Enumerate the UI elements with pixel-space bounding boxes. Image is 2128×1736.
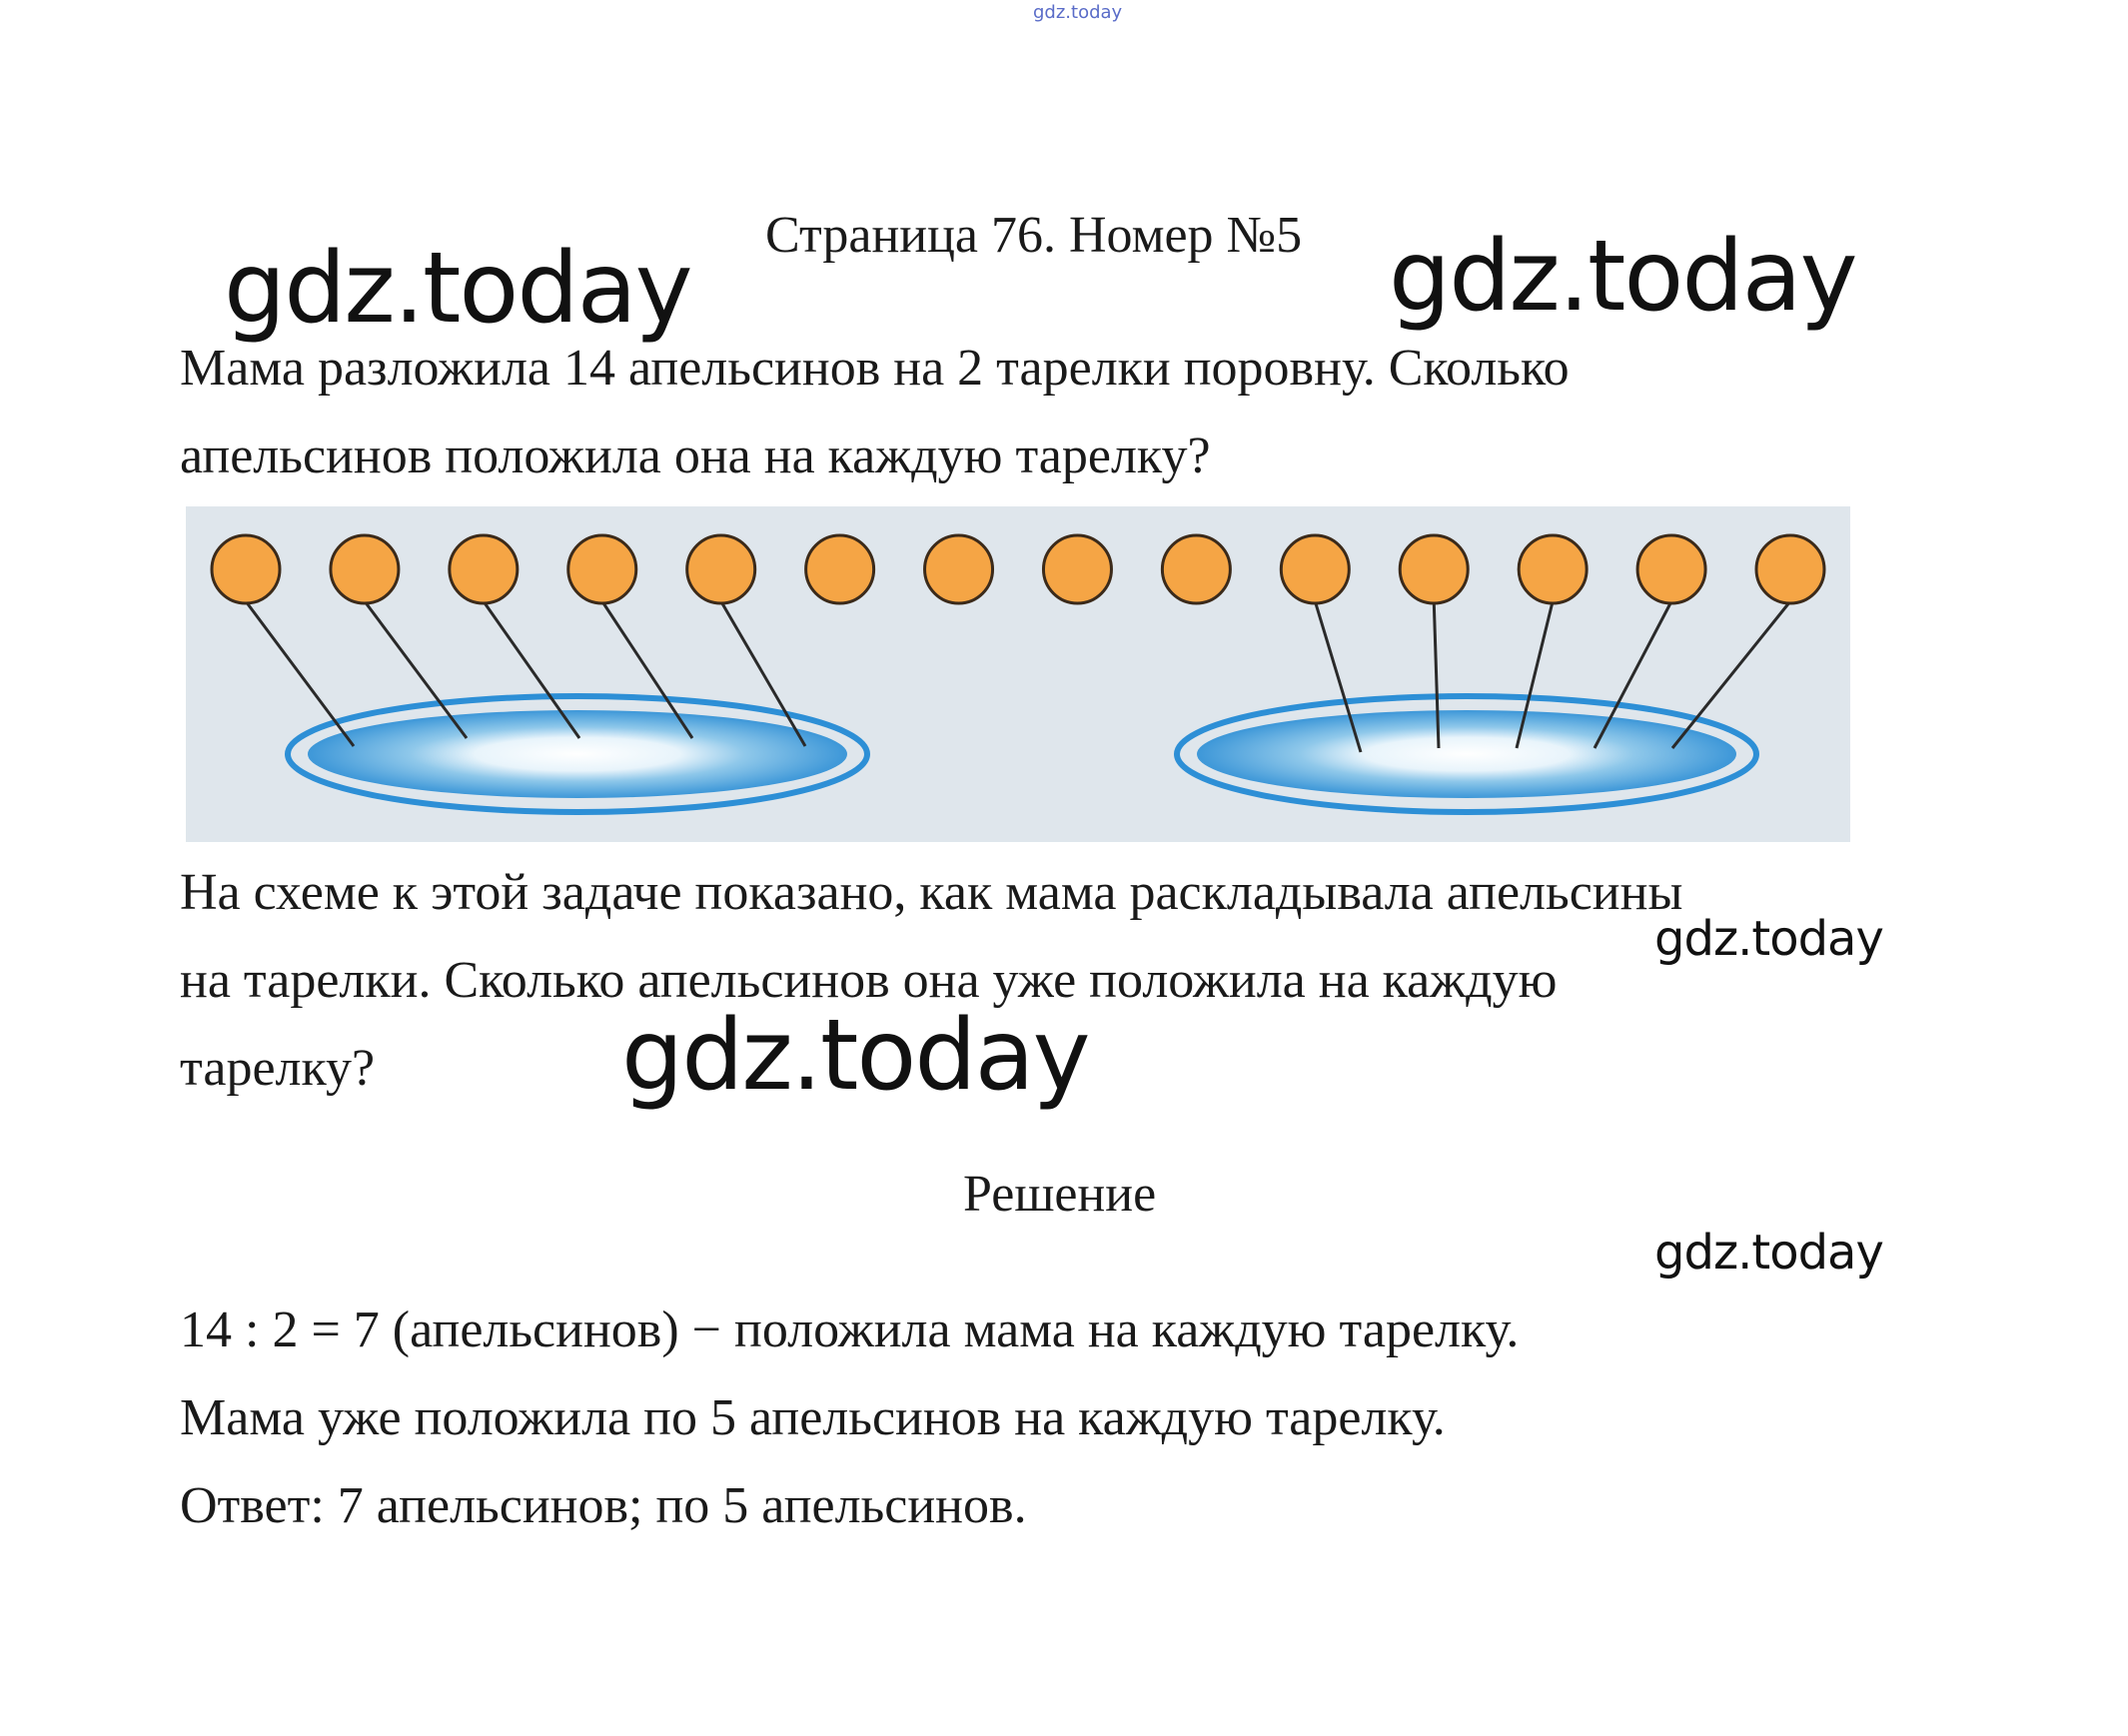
orange [1756, 535, 1824, 603]
problem-line: Мама разложила 14 апельсинов на 2 тарелки поровну. Сколько [180, 340, 1570, 397]
orange [925, 535, 993, 603]
orange [331, 535, 399, 603]
orange [1519, 535, 1587, 603]
orange [1043, 535, 1111, 603]
watermark-small: gdz.today [1654, 911, 1883, 967]
problem-line: апельсинов положила она на каждую тарелку? [180, 428, 1211, 484]
solution-line: Мама уже положила по 5 апельсинов на каждую тарелку. [180, 1389, 1446, 1446]
solution-line: 14 : 2 = 7 (апельсинов) − положила мама на каждую тарелку. [180, 1302, 1520, 1358]
orange [1400, 535, 1468, 603]
scheme-drawing [186, 506, 1850, 842]
solution-text [180, 1287, 1519, 1550]
question-line: тарелку? [180, 1040, 376, 1097]
orange [1281, 535, 1349, 603]
watermark-large: gdz.today [1389, 220, 1856, 334]
solution-heading: Решение [963, 1166, 1157, 1223]
watermark-large: gdz.today [224, 232, 691, 346]
plate-inner [1197, 710, 1736, 798]
problem-text [180, 325, 1570, 500]
plate-inner [308, 710, 847, 798]
orange [687, 535, 755, 603]
solution-line: Ответ: 7 апельсинов; по 5 апельсинов. [180, 1477, 1027, 1534]
orange [568, 535, 636, 603]
watermark-top: gdz.today [1033, 2, 1123, 23]
orange [1162, 535, 1230, 603]
orange [806, 535, 874, 603]
oranges-plates-scheme [186, 506, 1850, 842]
watermark-small: gdz.today [1654, 1225, 1883, 1281]
orange [212, 535, 280, 603]
question-line: на тарелки. Сколько апельсинов она уже положила на каждую [180, 952, 1558, 1009]
watermark-large: gdz.today [621, 999, 1089, 1113]
orange [1637, 535, 1705, 603]
orange [450, 535, 518, 603]
question-line: На схеме к этой задаче показано, как мама раскладывала апельсины [180, 864, 1683, 921]
page-title: Страница 76. Номер №5 [765, 207, 1303, 264]
